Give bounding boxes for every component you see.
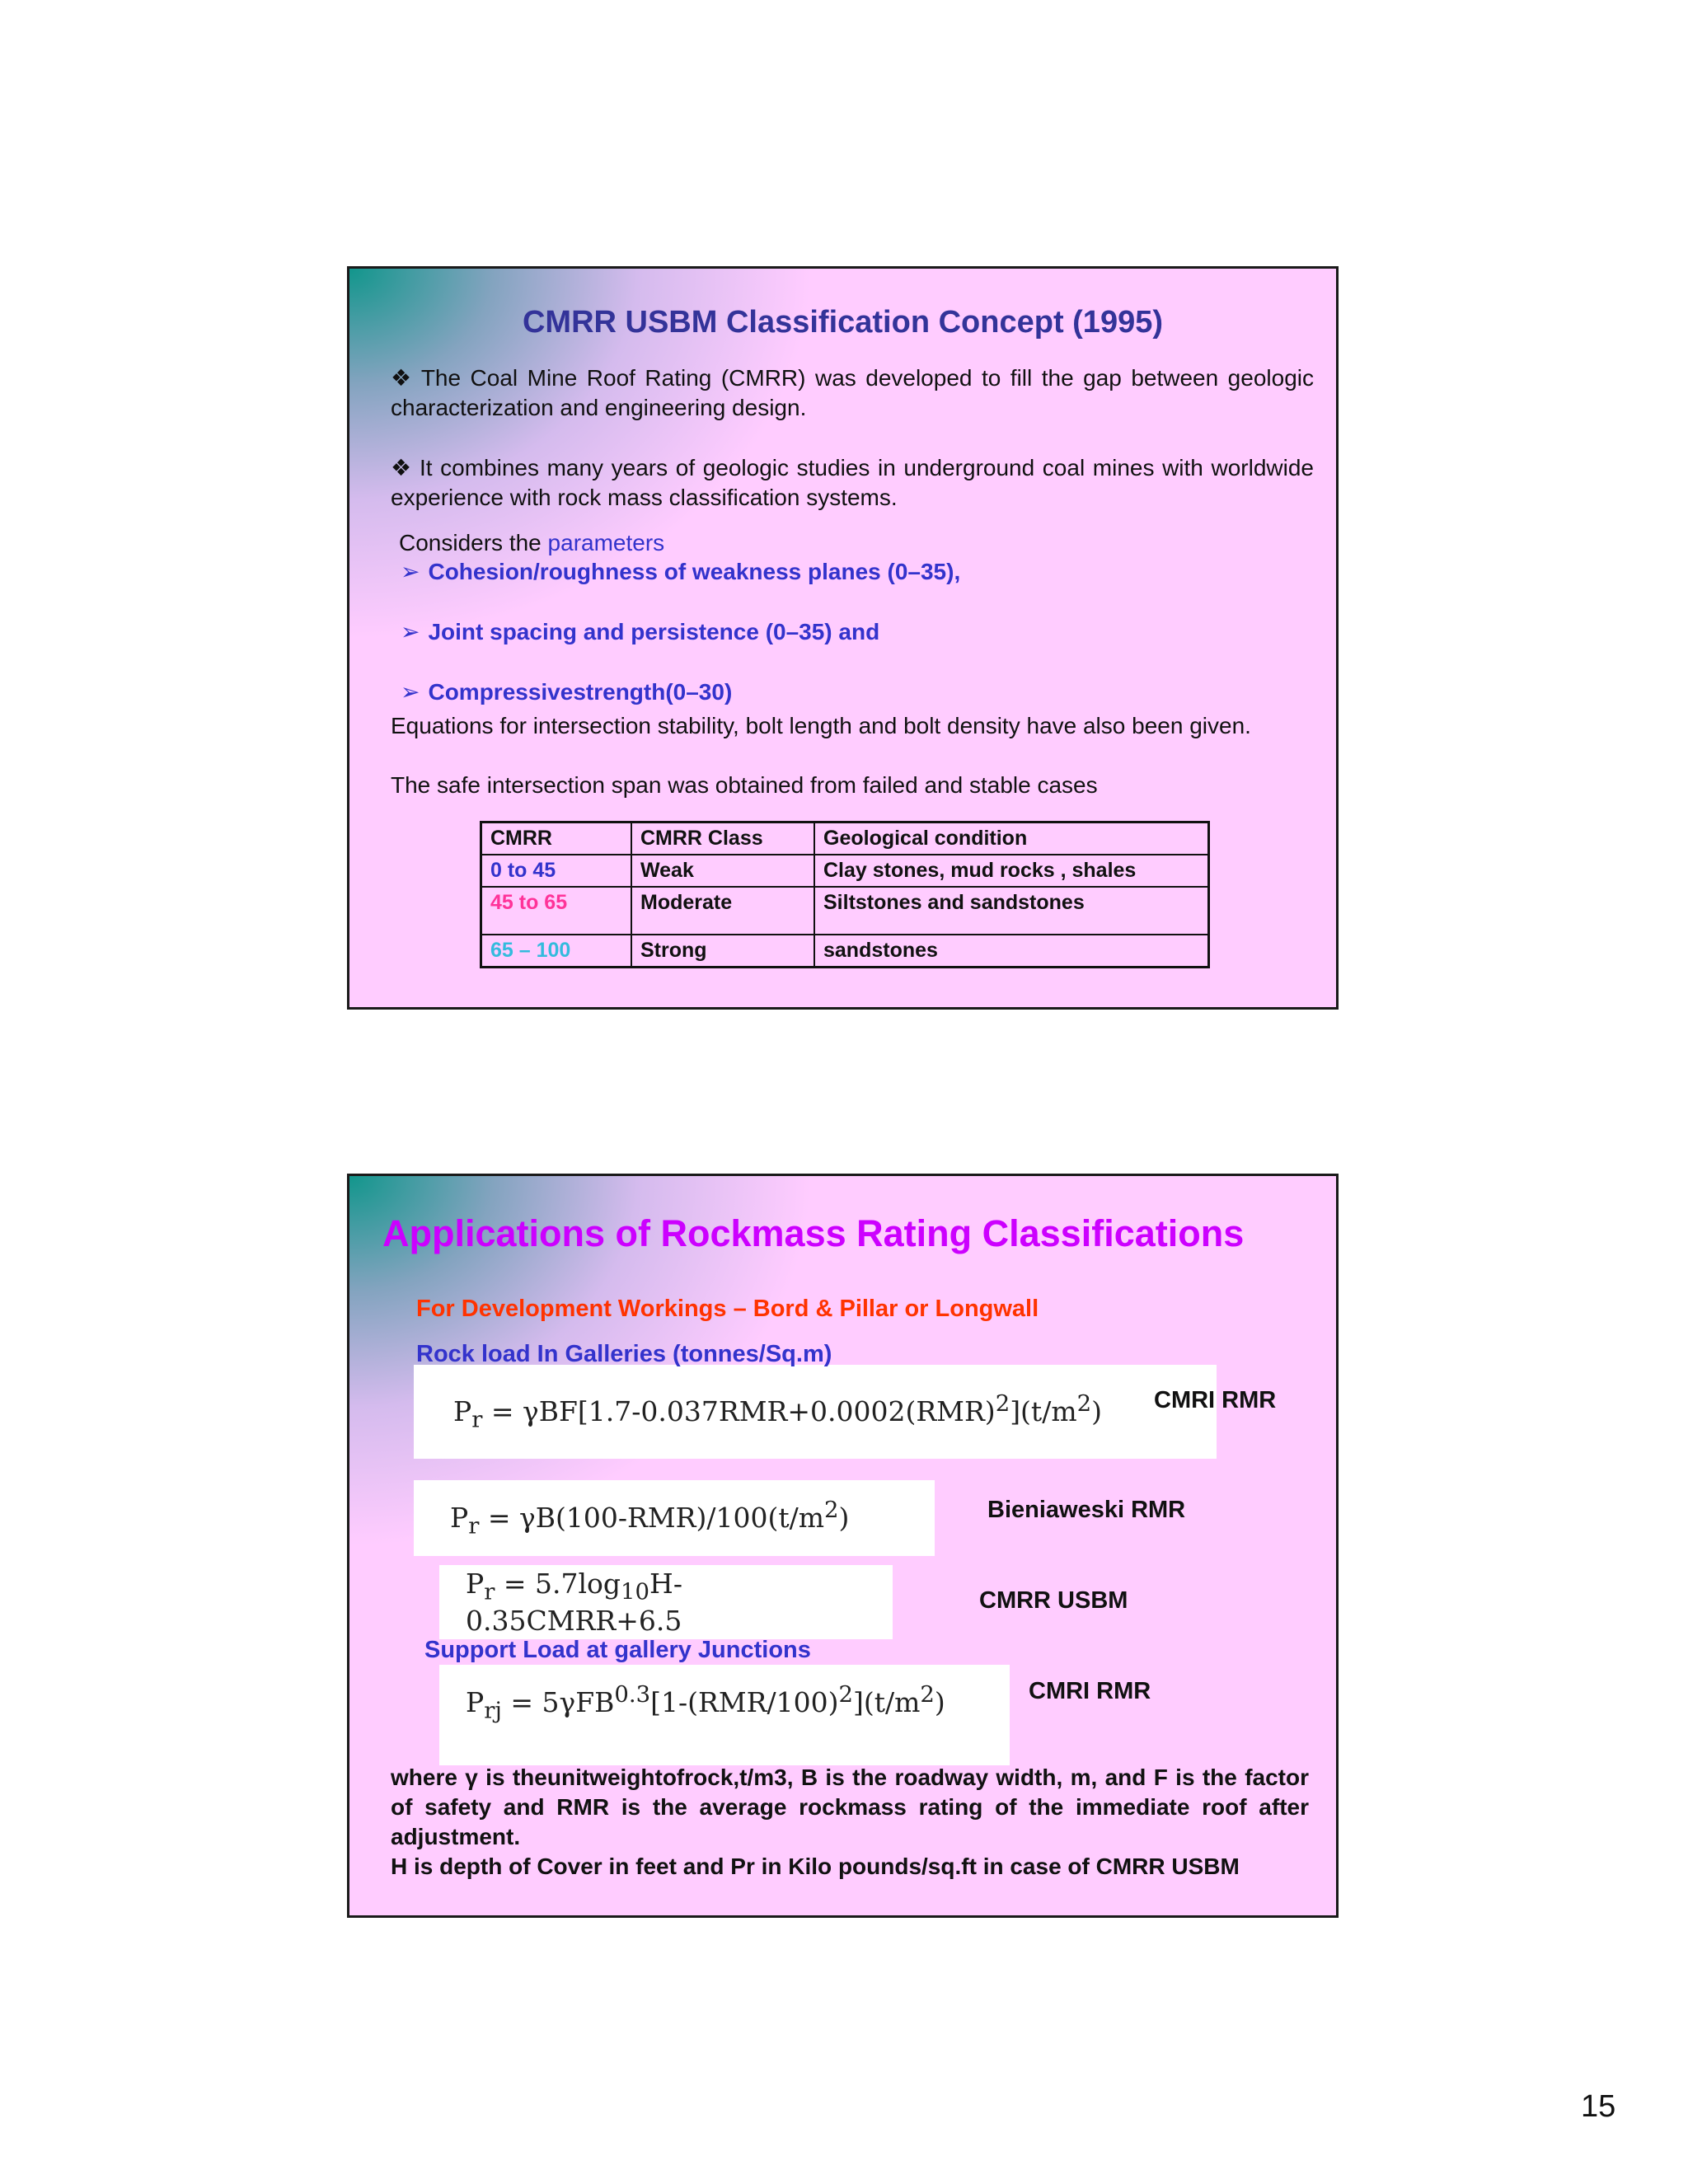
range-cell: 45 to 65 — [481, 887, 632, 935]
class-cell: Moderate — [631, 887, 814, 935]
equation-formula: $P_{rj} = 5\gamma FB^{0.3}[1-(RMR/100)^2](t/m^2)$ — [466, 1681, 945, 1724]
parameter-label: Compressivestrength(0–30) — [428, 679, 733, 705]
equation-box — [439, 1665, 1010, 1765]
arrow-bullet-icon: ➢ — [401, 619, 420, 644]
table-header-cell: Geological condition — [814, 823, 1209, 855]
considers-line — [399, 528, 1322, 558]
development-heading: For Development Workings – Bord & Pillar or Longwall — [416, 1296, 1039, 1322]
parameter-label: Joint spacing and persistence (0–35) and — [428, 619, 880, 644]
table-row — [481, 855, 1209, 887]
paragraph-cmrr-experience — [391, 453, 1314, 513]
table-row — [481, 935, 1209, 968]
parameter-item — [401, 618, 879, 645]
safe-span-note: The safe intersection span was obtained from failed and stable cases — [391, 772, 1098, 798]
paragraph-text: It combines many years of geologic studies in underground coal mines with worldwide experience with rock mass classification systems. — [391, 455, 1314, 510]
equation-label: CMRI RMR — [1154, 1387, 1277, 1413]
page-number: 15 — [1581, 2089, 1616, 2124]
slide-title: Applications of Rockmass Rating Classifications — [382, 1212, 1245, 1254]
diamond-bullet-icon: ❖ — [391, 365, 415, 391]
condition-cell: sandstones — [814, 935, 1209, 968]
equations-note: Equations for intersection stability, bolt length and bolt density have also been given. — [391, 713, 1251, 738]
rock-load-heading: Rock load In Galleries (tonnes/Sq.m) — [416, 1341, 832, 1367]
equation-formula: $P_r = \gamma B(100-RMR)/100(t/m^2)$ — [450, 1497, 850, 1540]
class-cell: Weak — [631, 855, 814, 887]
slide-cmrr-classification — [347, 266, 1339, 1010]
equation-formula: $P_r$ = $5.7\log_{10}H-0.35CMRR+6.5$ — [466, 1567, 682, 1638]
equation-label: CMRI RMR — [1029, 1678, 1151, 1704]
depth-text: H is depth of Cover in feet and Pr in Kilo pounds/sq.ft in case of CMRR USBM — [391, 1854, 1240, 1879]
equation-formula: $P_r = \gamma BF[1.7-0.037RMR+0.0002(RMR)^2](t/m^2)$ — [453, 1390, 1102, 1433]
arrow-bullet-icon: ➢ — [401, 679, 420, 705]
table-row — [481, 887, 1209, 935]
condition-cell: Siltstones and sandstones — [814, 887, 1209, 935]
parameter-item — [401, 678, 732, 705]
table-header-cell: CMRR Class — [631, 823, 814, 855]
slide-title: CMRR USBM Classification Concept (1995) — [522, 305, 1163, 340]
range-cell: 0 to 45 — [481, 855, 632, 887]
arrow-bullet-icon: ➢ — [401, 559, 420, 584]
slide-rmr-applications — [347, 1174, 1339, 1918]
parameter-label: Cohesion/roughness of weakness planes (0–35), — [428, 559, 961, 584]
equation-box — [414, 1365, 1217, 1459]
equation-box — [439, 1565, 893, 1639]
condition-cell: Clay stones, mud rocks , shales — [814, 855, 1209, 887]
parameters-word: parameters — [547, 530, 665, 555]
support-load-heading: Support Load at gallery Junctions — [424, 1637, 811, 1663]
where-text: where γ is theunitweightofrock,t/m3, B is the roadway width, m, and F is the factor of safety and RMR is the average rockmass rating of the immediate roof after adjustment. — [391, 1765, 1309, 1849]
paragraph-text: The Coal Mine Roof Rating (CMRR) was developed to fill the gap between geologic characterization and engineering design. — [391, 365, 1314, 420]
equation-label: CMRR USBM — [979, 1587, 1128, 1614]
considers-prefix: Considers the — [399, 530, 542, 555]
table-header-row — [481, 823, 1209, 855]
paragraph-cmrr-purpose — [391, 363, 1314, 423]
cmrr-table — [480, 821, 1210, 968]
parameter-item — [401, 558, 960, 585]
equation-box — [414, 1480, 935, 1556]
table-header-cell: CMRR — [481, 823, 632, 855]
equation-label: Bieniaweski RMR — [987, 1497, 1186, 1523]
class-cell: Strong — [631, 935, 814, 968]
diamond-bullet-icon: ❖ — [391, 455, 413, 480]
definitions-paragraph — [391, 1763, 1309, 1882]
range-cell: 65 – 100 — [481, 935, 632, 968]
